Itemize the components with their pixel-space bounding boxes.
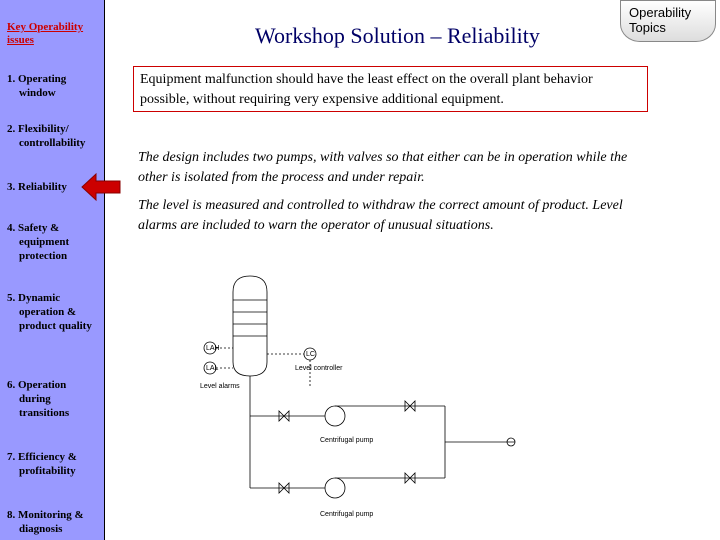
process-diagram xyxy=(195,270,525,525)
sidebar xyxy=(0,0,105,540)
sidebar-item-sublabel: equipment protection xyxy=(19,236,70,262)
centrifugal-pump-top-icon xyxy=(325,406,345,426)
sidebar-item-sublabel: operation & product quality xyxy=(19,306,92,332)
sidebar-title[interactable]: Key Operability issues xyxy=(7,21,84,46)
sidebar-item-flexibility[interactable] xyxy=(7,122,99,150)
sidebar-item-transitions[interactable] xyxy=(7,378,99,420)
sidebar-item-efficiency[interactable] xyxy=(7,450,99,478)
operability-topics-button[interactable]: Operability Topics xyxy=(620,0,716,42)
sidebar-item-label: 3. Reliability xyxy=(7,181,67,193)
pump-bottom-label: Centrifugal pump xyxy=(320,511,374,518)
active-item-arrow-icon xyxy=(80,172,122,202)
sidebar-item-sublabel: controllability xyxy=(19,137,86,149)
page-title: Workshop Solution – Reliability xyxy=(255,23,540,48)
sidebar-item-operating-window[interactable] xyxy=(7,72,99,100)
sidebar-item-sublabel: profitability xyxy=(19,465,76,477)
sidebar-item-label: 4. Safety & xyxy=(7,222,60,234)
distillation-column xyxy=(233,276,267,376)
sidebar-item-label: 1. Operating xyxy=(7,73,67,85)
level-description: The level is measured and controlled to withdraw the correct amount of product. Level alarms are included to warn the operator of unusual situations. xyxy=(138,198,623,233)
pump-description: The design includes two pumps, with valves so that either can be in operation while the other is isolated from the process and under repair. xyxy=(138,150,628,185)
sidebar-item-sublabel: window xyxy=(19,87,56,99)
sidebar-item-dynamic-operation[interactable] xyxy=(7,291,99,333)
sidebar-item-monitoring[interactable] xyxy=(7,508,99,536)
sidebar-item-label: 8. Monitoring & xyxy=(7,509,84,521)
sidebar-item-label: 5. Dynamic xyxy=(7,292,61,304)
lc-tag: LC xyxy=(306,351,315,358)
intro-text-box: Equipment malfunction should have the least effect on the overall plant behavior possible, without requiring very expensive additional equipment. xyxy=(133,66,648,112)
pump-top-label: Centrifugal pump xyxy=(320,437,374,444)
level-controller-label: Level controller xyxy=(295,365,343,372)
sidebar-item-label: 2. Flexibility/ xyxy=(7,123,69,135)
lal-tag: LAL xyxy=(206,365,219,372)
lah-tag: LAH xyxy=(206,345,220,352)
sidebar-item-sublabel: during transitions xyxy=(19,393,70,419)
sidebar-item-label: 6. Operation xyxy=(7,379,67,391)
sidebar-item-sublabel: diagnosis xyxy=(19,523,63,535)
level-alarms-label: Level alarms xyxy=(200,383,240,390)
centrifugal-pump-bottom-icon xyxy=(325,478,345,498)
sidebar-item-safety[interactable] xyxy=(7,221,99,263)
sidebar-item-label: 7. Efficiency & xyxy=(7,451,77,463)
